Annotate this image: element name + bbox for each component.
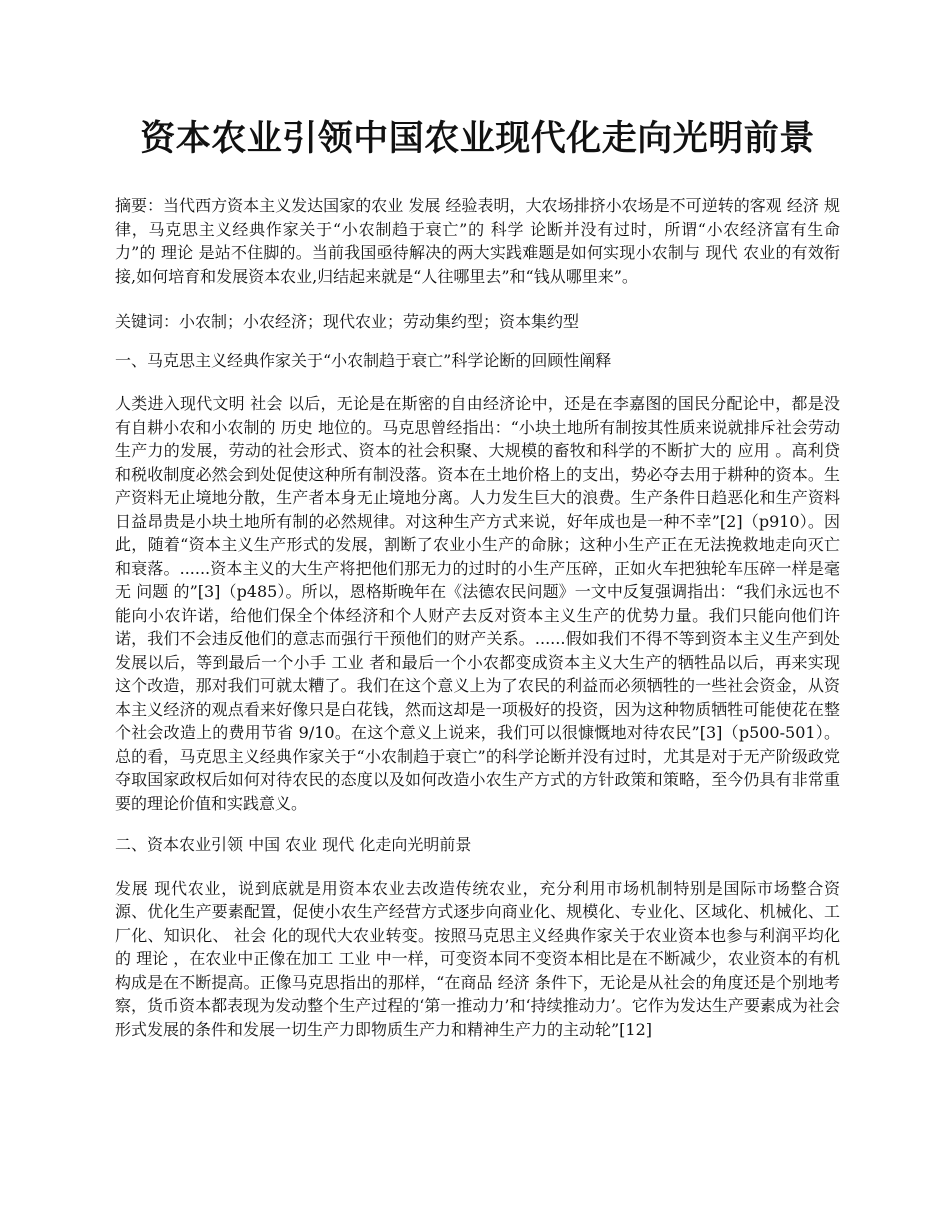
- section-1-body: 人类进入现代文明 社会 以后，无论是在斯密的自由经济论中，还是在李嘉图的国民分配论中，都是没有自耕小农和小农制的 历史 地位的。马克思曾经指出：“小块土地所有制按其性质来说就排斥社会劳动生产力的发展，劳动的社会形式、资本的社会积聚、大规模的畜牧和科学的不断扩大的 应用 。高利贷和税收制度必然会到处促使这种所有制没落。资本在土地价格上的支出，势必夺去用于耕种的资本。生产资料无止境地分散，生产者本身无止境地分离。人力发生巨大的浪费。生产条件日趋恶化和生产资料日益昂贵是小块土地所有制的必然规律。对这种生产方式来说，好年成也是一种不幸”[2]（p910）。因此，随着“资本主义生产形式的发展，割断了农业小生产的命脉；这种小生产正在无法挽救地走向灭亡和衰落。......资本主义的大生产将把他们那无力的过时的小生产压碎，正如火车把独轮车压碎一样是毫无 问题 的”[3]（p485）。所以，恩格斯晚年在《法德农民问题》一文中反复强调指出：“我们永远也不能向小农许诺，给他们保全个体经济和个人财产去反对资本主义生产的优势力量。我们只能向他们许诺，我们不会违反他们的意志而强行干预他们的财产关系。......假如我们不得不等到资本主义生产到处发展以后，等到最后一个小手 工业 者和最后一个小农都变成资本主义大生产的牺牲品以后，再来实现这个改造，那对我们可就太糟了。我们在这个意义上为了农民的利益而必须牺牲的一些社会资金，从资本主义经济的观点看来好像只是白花钱，然而这却是一项极好的投资，因为这种物质牺牲可能使花在整个社会改造上的费用节省 9/10。在这个意义上说来，我们可以很慷慨地对待农民”[3]（p500-501）。总的看，马克思主义经典作家关于“小农制趋于衰亡”的科学论断并没有过时，尤其是对于无产阶级政党夺取国家政权后如何对待农民的态度以及如何改造小农生产方式的方针政策和策略，至今仍具有非常重要的理论价值和实践意义。: [115, 394, 840, 813]
- section-2-body: 发展 现代农业，说到底就是用资本农业去改造传统农业，充分利用市场机制特别是国际市场整合资源、优化生产要素配置，促使小农生产经营方式逐步向商业化、规模化、专业化、区域化、机械化、工厂化、知识化、 社会 化的现代大农业转变。按照马克思主义经典作家关于农业资本也参与利润平均化的 理论 ，在农业中正像在加工 工业 中一样，可变资本同不变资本相比是在不断减少，农业资本的有机构成是在不断提高。正像马克思指出的那样，“在商品 经济 条件下，无论是从社会的角度还是个别地考察，货币资本都表现为发动整个生产过程的‘第一推动力’和‘持续推动力’。它作为发达生产要素成为社会形式发展的条件和发展一切生产力即物质生产力和精神生产力的主动轮”[12]: [115, 878, 840, 1039]
- abstract-paragraph: 摘要：当代西方资本主义发达国家的农业 发展 经验表明，大农场排挤小农场是不可逆转的客观 经济 规律，马克思主义经典作家关于“小农制趋于衰亡”的 科学 论断并没有过时，所谓“小农经济富有生命力”的 理论 是站不住脚的。当前我国亟待解决的两大实践难题是如何实现小农制与 现代 农业的有效衔接,如何培育和发展资本农业,归结起来就是“人往哪里去”和“钱从哪里来”。: [115, 196, 840, 286]
- document-title: 资本农业引领中国农业现代化走向光明前景: [140, 118, 815, 159]
- section-2-heading: 二、资本农业引领 中国 农业 现代 化走向光明前景: [115, 835, 472, 854]
- document-page: [115, 112, 840, 1041]
- keywords-paragraph: 关键词：小农制；小农经济；现代农业；劳动集约型；资本集约型: [115, 312, 580, 331]
- section-1-heading: 一、马克思主义经典作家关于“小农制趋于衰亡”科学论断的回顾性阐释: [115, 350, 612, 370]
